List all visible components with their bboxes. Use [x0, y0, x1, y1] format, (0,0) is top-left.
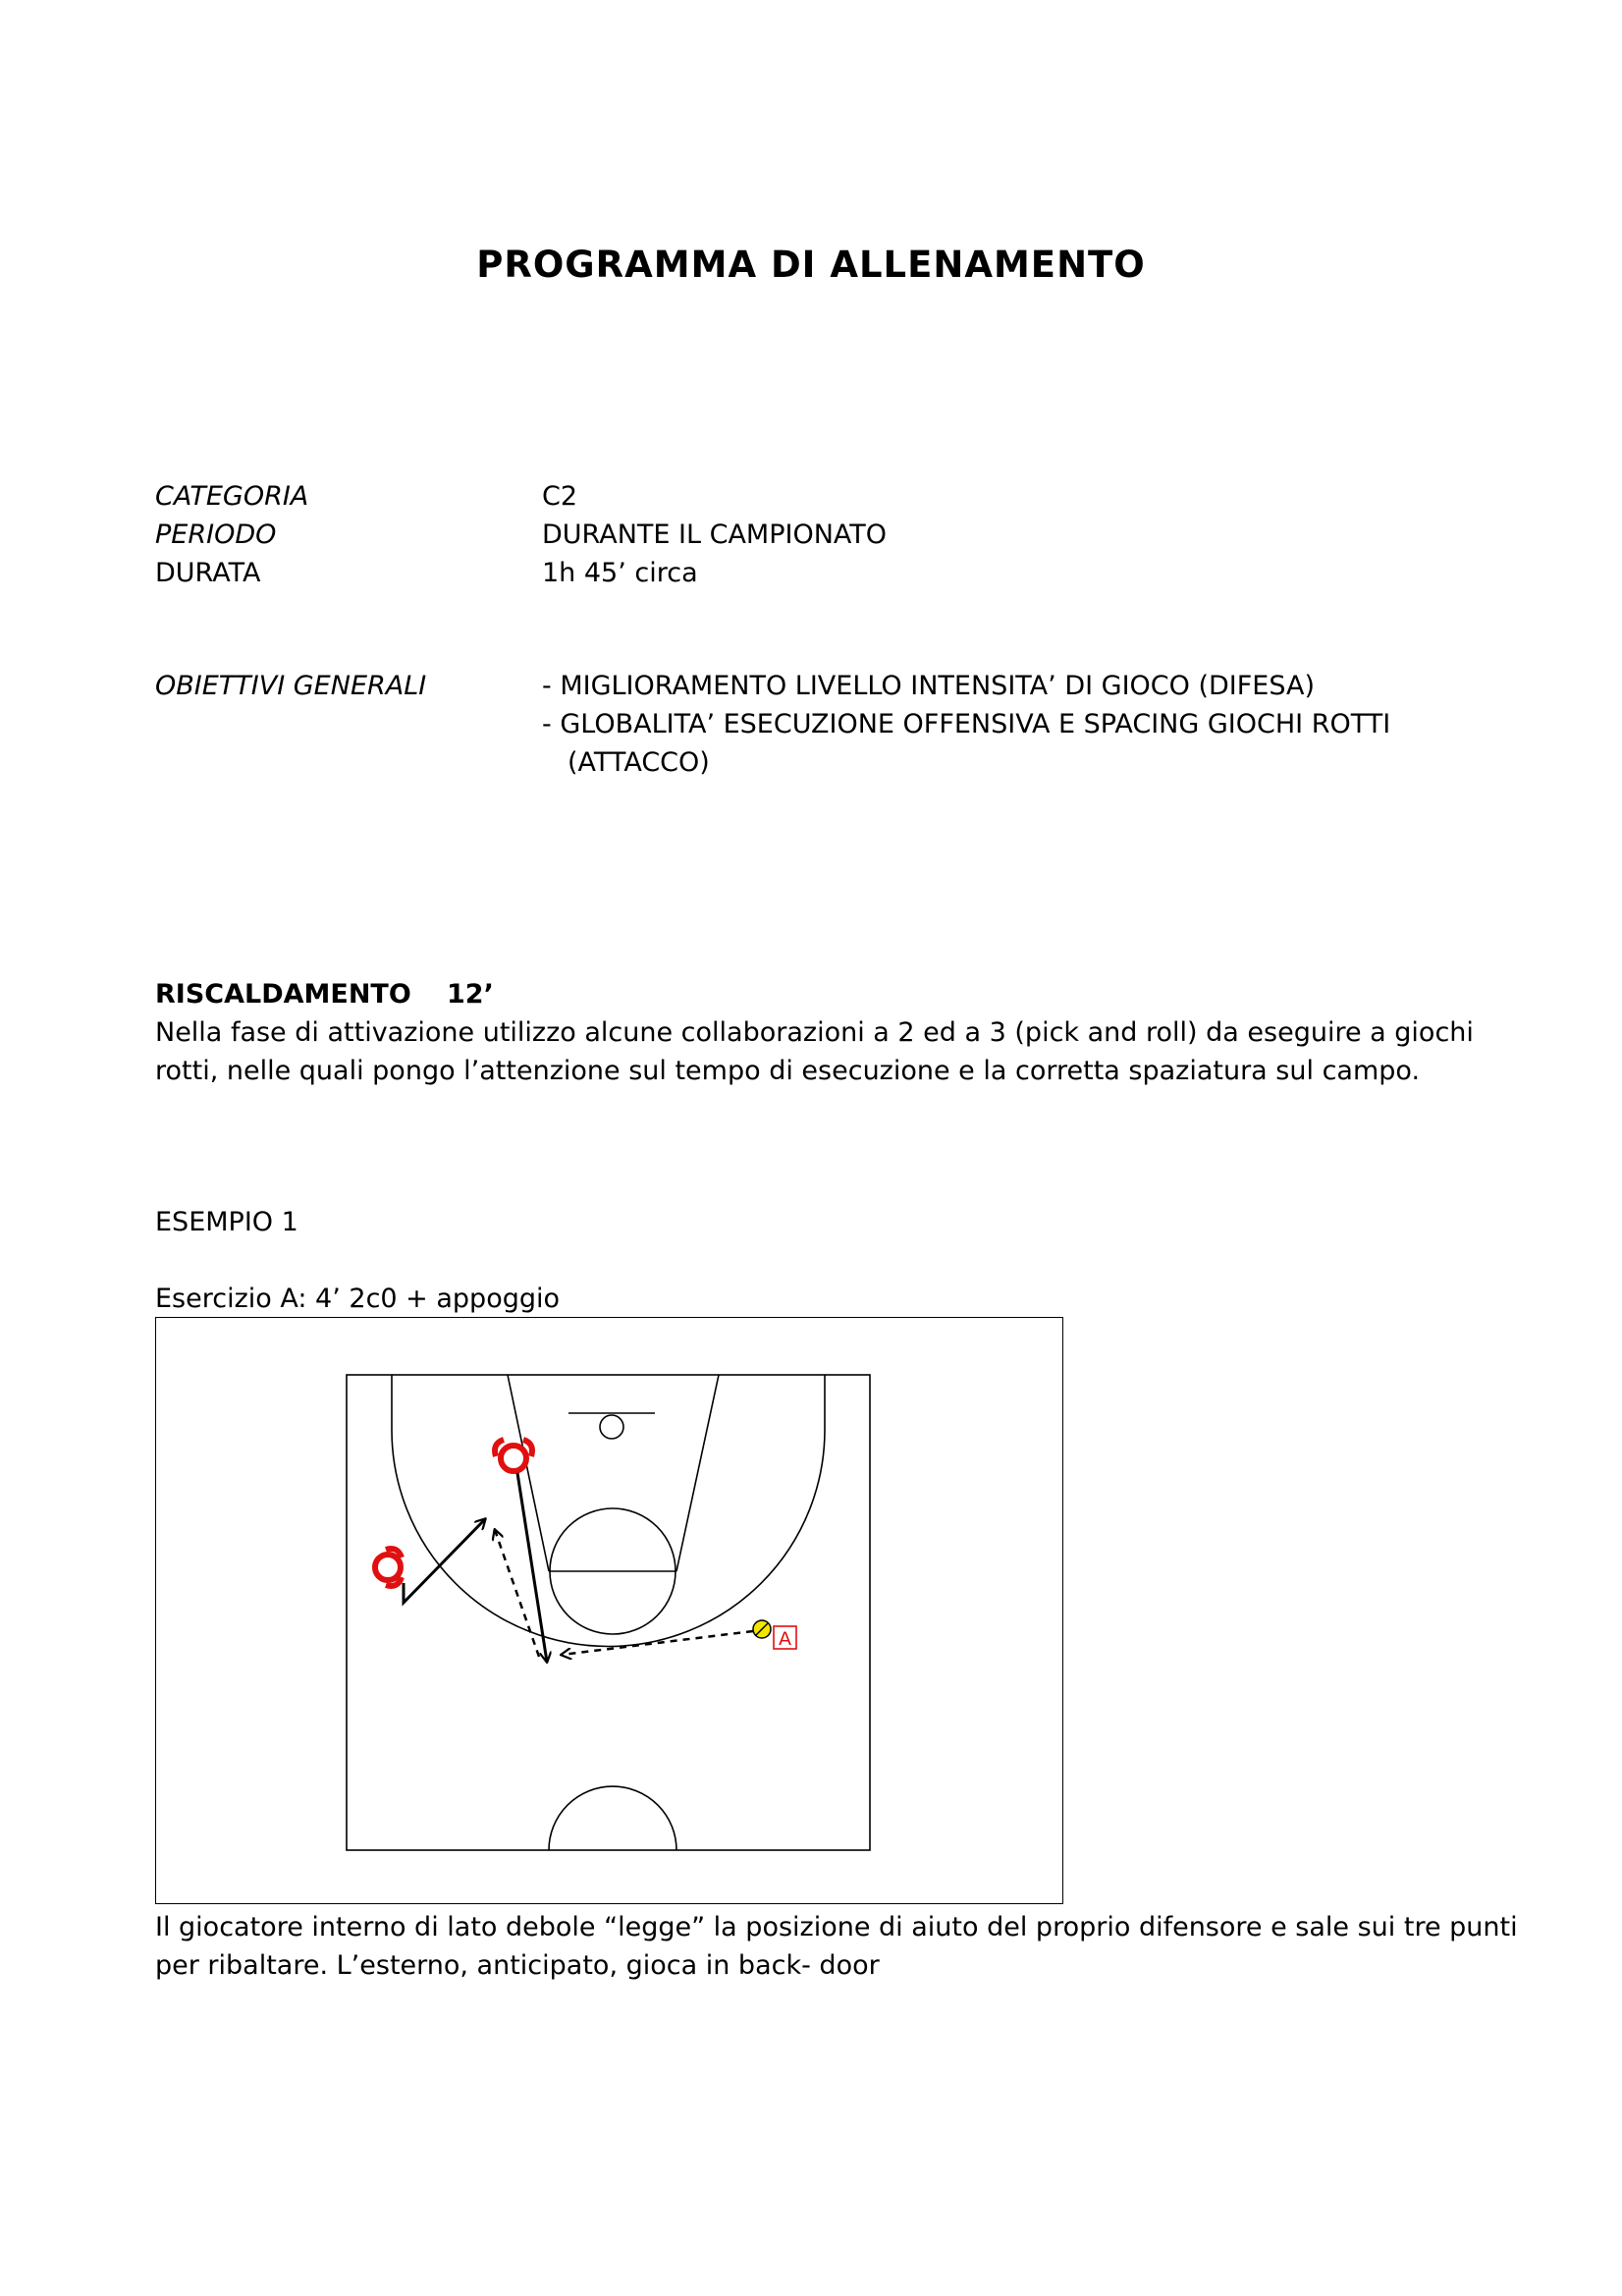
- caption-line-1: Il giocatore interno di lato debole “legge” la posizione di aiuto del proprio difensore e sale sui tre punti: [155, 1912, 1518, 1942]
- period-label: PERIODO: [155, 519, 277, 550]
- warmup-text-line-1: Nella fase di attivazione utilizzo alcune collaborazioni a 2 ed a 3 (pick and roll) da eseguire a giochi: [155, 1017, 1474, 1048]
- category-label: CATEGORIA: [155, 481, 309, 512]
- ball-icon: [753, 1620, 771, 1638]
- court-boundary: [347, 1375, 870, 1850]
- warmup-text-line-2: rotti, nelle quali pongo l’attenzione sul tempo di esecuzione e la corretta spaziatura sul campo.: [155, 1056, 1421, 1086]
- player-a-label: A: [779, 1628, 791, 1650]
- cut-path-player-2: [404, 1519, 485, 1603]
- court-diagram-svg: [156, 1318, 1064, 1905]
- player-offense-1-icon: [495, 1440, 532, 1471]
- objectives-label: OBIETTIVI GENERALI: [155, 671, 427, 701]
- example-heading: ESEMPIO 1: [155, 1207, 298, 1237]
- page-title: PROGRAMMA DI ALLENAMENTO: [476, 244, 1146, 286]
- objective-line-2: - GLOBALITA’ ESECUZIONE OFFENSIVA E SPACING GIOCHI ROTTI: [542, 709, 1391, 739]
- duration-value: 1h 45’ circa: [542, 558, 698, 588]
- duration-label: DURATA: [155, 558, 261, 588]
- paint-lane: [508, 1375, 719, 1571]
- player-offense-2-icon: [375, 1549, 402, 1586]
- warmup-heading: RISCALDAMENTO: [155, 979, 411, 1010]
- pass-line-2: [495, 1530, 539, 1657]
- period-value: DURANTE IL CAMPIONATO: [542, 519, 888, 550]
- category-value: C2: [542, 481, 578, 512]
- pass-line-1: [562, 1631, 753, 1655]
- caption-line-2: per ribaltare. L’esterno, anticipato, gioca in back- door: [155, 1950, 880, 1981]
- exercise-title: Esercizio A: 4’ 2c0 + appoggio: [155, 1284, 561, 1314]
- hoop: [600, 1415, 623, 1439]
- objective-line-3: (ATTACCO): [568, 747, 710, 778]
- center-circle: [549, 1786, 676, 1850]
- court-diagram: [155, 1317, 1063, 1904]
- warmup-duration: 12’: [447, 979, 494, 1010]
- objective-line-1: - MIGLIORAMENTO LIVELLO INTENSITA’ DI GIOCO (DIFESA): [542, 671, 1315, 701]
